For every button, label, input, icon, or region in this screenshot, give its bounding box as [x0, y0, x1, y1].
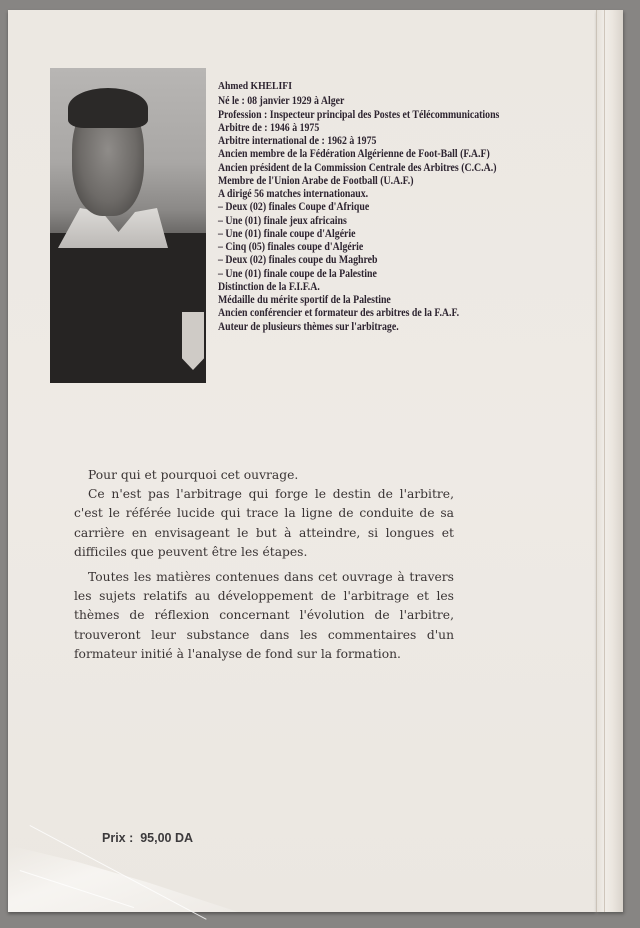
author-portrait-photo: [50, 68, 206, 383]
blurb-paragraph: Toutes les matières contenues dans cet ouvrage à travers les sujets relatifs au développement de l'arbitrage et les thèmes de réflexion concernant l'évolution de l'arbitre, trouveront leur substance dans les commentaires d'un formateur initié à l'analyse de fond sur la formation.: [74, 570, 454, 661]
price-tag: [102, 831, 193, 845]
price-label: Prix :: [102, 831, 134, 845]
bio-line: Ancien président de la Commission Centrale des Arbitres (C.C.A.): [218, 161, 497, 174]
bio-line: – Deux (02) finales Coupe d'Afrique: [218, 201, 370, 214]
author-name: Ahmed KHELIFI: [218, 80, 292, 92]
blurb-paragraph: Pour qui et pourquoi cet ouvrage.: [88, 468, 299, 482]
spine-fold-line: [604, 10, 605, 912]
bio-line: Membre de l'Union Arabe de Football (U.A.F.): [218, 174, 414, 187]
book-blurb: [74, 466, 454, 664]
price-value: 95,00 DA: [140, 831, 194, 845]
bio-line: Médaille du mérite sportif de la Palestine: [218, 294, 391, 306]
bio-line: – Une (01) finale jeux africains: [218, 214, 347, 227]
photo-hair: [68, 88, 148, 128]
bio-line: Né le : 08 janvier 1929 à Alger: [218, 95, 345, 108]
blurb-paragraph: Ce n'est pas l'arbitrage qui forge le destin de l'arbitre, c'est le référée lucide qui trace la ligne de conduite de sa carrière en envisageant le but à atteindre, si longues et difficiles que peuvent être les étapes.: [74, 487, 454, 559]
book-page-edge: [596, 10, 623, 912]
bio-line: – Une (01) finale coupe de la Palestine: [218, 267, 377, 280]
photo-shirt: [50, 233, 206, 383]
bio-line: – Deux (02) finales coupe du Maghreb: [218, 254, 378, 267]
bio-line: Profession : Inspecteur principal des Postes et Télécommunications: [218, 108, 500, 121]
bio-line: Arbitre international de : 1962 à 1975: [218, 135, 377, 147]
bio-line: Distinction de la F.I.F.A.: [218, 280, 320, 293]
bio-line: A dirigé 56 matches internationaux.: [218, 188, 369, 200]
bio-line: Ancien membre de la Fédération Algérienne de Foot-Ball (F.A.F): [218, 148, 490, 161]
bio-line: Ancien conférencier et formateur des arbitres de la F.A.F.: [218, 307, 460, 320]
bio-line: – Cinq (05) finales coupe d'Algérie: [218, 241, 364, 253]
bio-line: Arbitre de : 1946 à 1975: [218, 121, 320, 134]
author-bio: [218, 80, 517, 334]
referee-badge-icon: [182, 312, 204, 370]
bio-line: – Une (01) finale coupe d'Algérie: [218, 227, 356, 240]
bio-line: Auteur de plusieurs thèmes sur l'arbitrage.: [218, 320, 399, 333]
